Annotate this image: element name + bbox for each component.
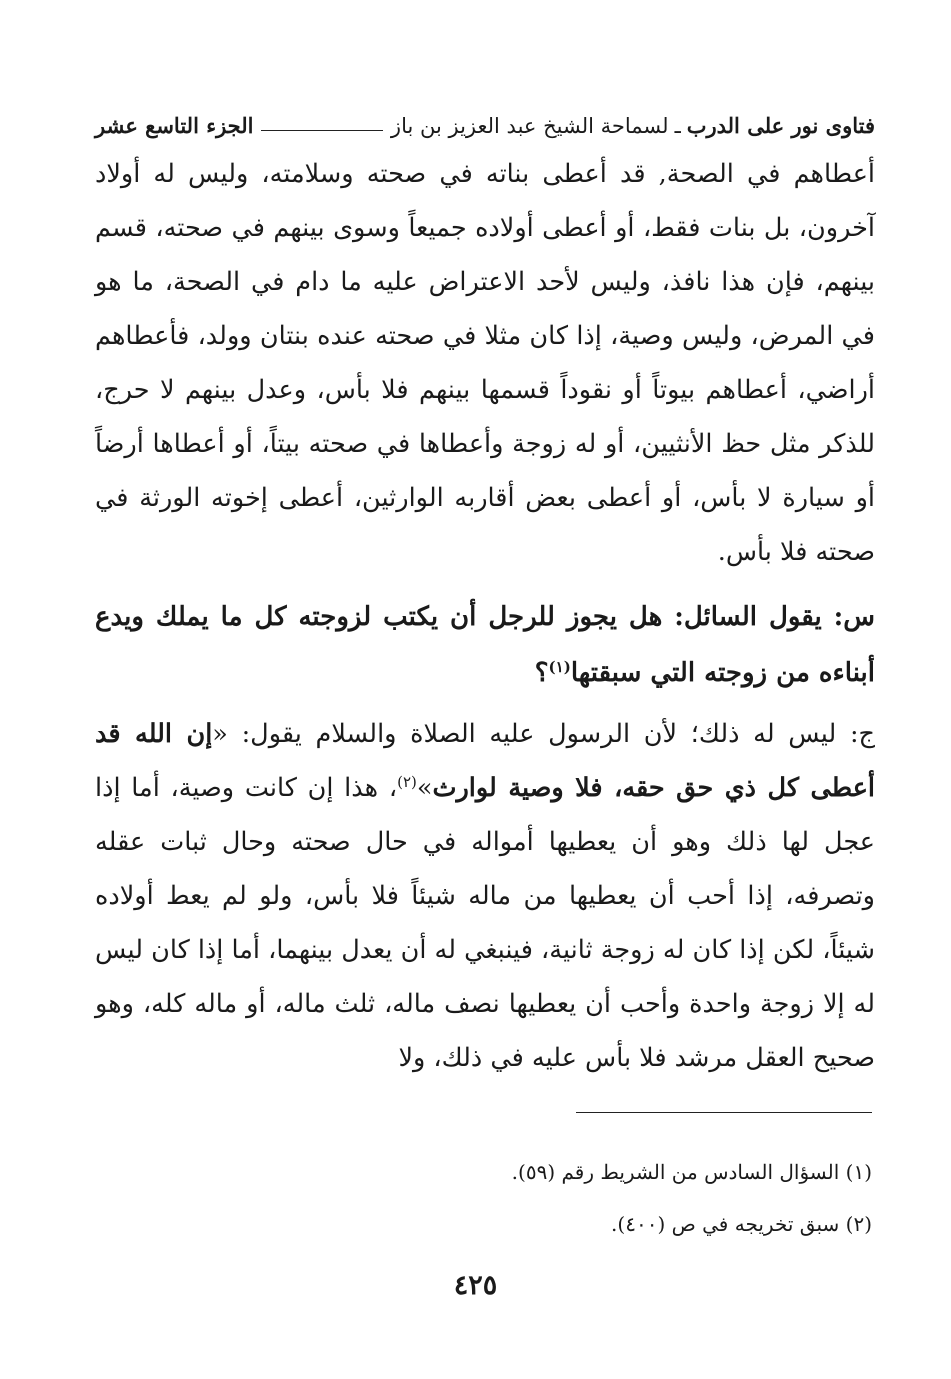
page-body — [95, 105, 875, 1085]
footnote-ref-1: (١) — [548, 658, 571, 676]
footnote-separator — [576, 1112, 872, 1113]
question-paragraph — [95, 589, 875, 701]
answer-rest: ، هذا إن كانت وصية، أما إذا عجل لها ذلك وهو أن يعطيها أمواله في حال صحته وحال ثبات عقله وتصرفه، إذا أحب أن يعطيها من ماله شيئاً فلا بأس، ولو لم يعط أولاده شيئاً، لكن إذا كان له زوجة ثانية، فينبغي له أن يعدل بينهما، أما إذا كان ليس له إلا زوجة واحدة وأحب أن يعطيها نصف ماله، ثلث ماله، أو ماله كله، وهو صحيح العقل مرشد فلا بأس عليه في ذلك، ولا — [95, 773, 875, 1073]
footnote-2: (٢) سبق تخريجه في ص (٤٠٠). — [611, 1212, 872, 1236]
hadith-close: » — [416, 773, 433, 803]
footnote-ref-2: (٢) — [397, 773, 417, 791]
footnote-1: (١) السؤال السادس من الشريط رقم (٥٩). — [511, 1160, 872, 1184]
question-mark: ؟ — [534, 658, 549, 688]
book-title: فتاوى نور على الدرب — [686, 113, 875, 138]
question-text: س: يقول السائل: هل يجوز للرجل أن يكتب لزوجته كل ما يملك ويدع أبناءه من زوجته التي سبقتها — [95, 602, 875, 688]
header-rule — [261, 130, 382, 131]
page-number: ٤٢٥ — [453, 1270, 498, 1301]
volume-label: الجزء التاسع عشر — [95, 113, 254, 138]
running-header — [95, 105, 875, 147]
header-dash: ـ — [674, 114, 681, 138]
hadith-quote: إن الله قد أعطى كل ذي حق حقه، فلا وصية لوارث — [95, 719, 875, 803]
answer-paragraph — [95, 707, 875, 1085]
author-name: لسماحة الشيخ عبد العزيز بن باز — [390, 114, 669, 138]
answer-intro: ج: ليس له ذلك؛ لأن الرسول عليه الصلاة والسلام يقول: « — [212, 719, 875, 749]
continuation-paragraph: أعطاهم في الصحة, قد أعطى بناته في صحته وسلامته، وليس له أولاد آخرون، بل بنات فقط، أو أعطى أولاده جميعاً وسوى بينهم في صحته، قسم بينهم، فإن هذا نافذ، وليس لأحد الاعتراض عليه ما دام في الصحة، ما هو في المرض، وليس وصية، إذا كان مثلا في صحته عنده بنتان وولد، فأعطاهم أراضي، أعطاهم بيوتاً أو نقوداً قسمها بينهم فلا بأس، وعدل بينهم لا حرج، للذكر مثل حظ الأنثيين، أو له زوجة وأعطاها في صحته بيتاً، أو أعطاها أرضاً أو سيارة لا بأس، أو أعطى بعض أقاربه الوارثين، أعطى إخوته الورثة في صحته فلا بأس. — [95, 159, 875, 567]
footnotes — [92, 1146, 872, 1250]
